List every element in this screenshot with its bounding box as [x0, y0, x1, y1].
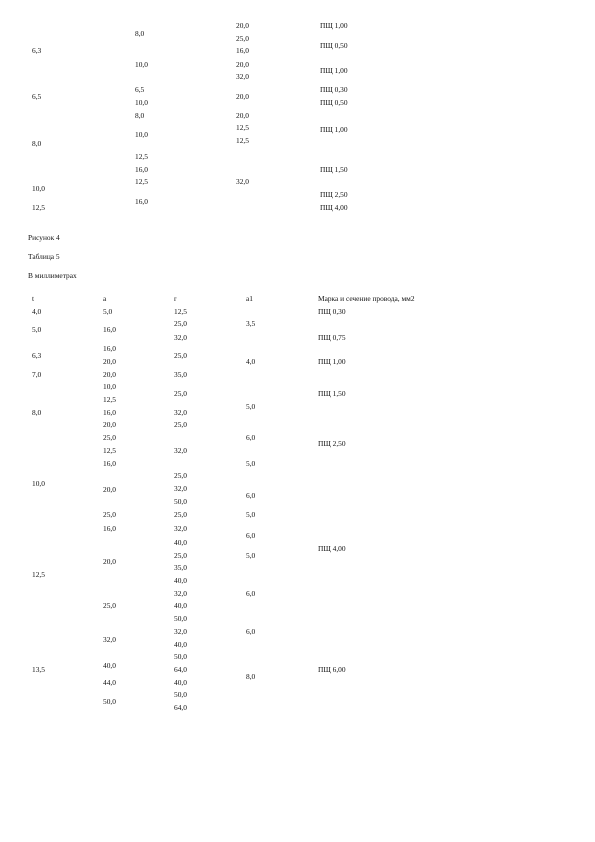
table-cell: ПЩ 0,30: [320, 85, 348, 94]
table-cell: ПЩ 0,50: [320, 41, 348, 50]
table-cell: 6,0: [246, 627, 256, 636]
table-cell: 12,5: [32, 570, 45, 579]
table-cell: 64,0: [174, 665, 187, 674]
units-note: В миллиметрах: [28, 271, 77, 280]
table-cell: 12,5: [135, 152, 148, 161]
table-cell: 5,0: [32, 325, 42, 334]
table-cell: 5,0: [246, 459, 256, 468]
table-cell: 32,0: [174, 446, 187, 455]
table-cell: 5,0: [246, 402, 256, 411]
table-cell: 8,0: [246, 672, 256, 681]
table-cell: ПЩ 1,00: [318, 357, 346, 366]
table-cell: ПЩ 2,50: [320, 190, 348, 199]
table-cell: 25,0: [174, 319, 187, 328]
table-cell: 5,0: [246, 551, 256, 560]
table-cell: ПЩ 0,50: [320, 98, 348, 107]
table-cell: 20,0: [236, 92, 249, 101]
table-cell: 12,5: [174, 307, 187, 316]
table-cell: 6,0: [246, 491, 256, 500]
column-header: t: [32, 294, 35, 303]
table-cell: 50,0: [174, 690, 187, 699]
table-cell: 32,0: [174, 524, 187, 533]
table-cell: 25,0: [174, 510, 187, 519]
table-cell: 20,0: [103, 357, 116, 366]
table-cell: 10,0: [135, 98, 148, 107]
column-header: a: [103, 294, 107, 303]
table-cell: 5,0: [246, 510, 256, 519]
table-cell: 8,0: [32, 408, 42, 417]
table-cell: 4,0: [32, 307, 42, 316]
table-cell: 25,0: [103, 601, 116, 610]
table-cell: 32,0: [174, 589, 187, 598]
column-header: a1: [246, 294, 253, 303]
table-cell: 25,0: [174, 351, 187, 360]
table-cell: 25,0: [103, 510, 116, 519]
table-cell: 32,0: [174, 484, 187, 493]
table-cell: 10,0: [32, 479, 45, 488]
table-cell: ПЩ 1,00: [320, 66, 348, 75]
table-cell: 16,0: [103, 524, 116, 533]
table-cell: 10,0: [135, 130, 148, 139]
table-cell: 6,5: [32, 92, 42, 101]
table-cell: 20,0: [103, 485, 116, 494]
table-cell: 12,5: [236, 136, 249, 145]
table-cell: ПЩ 1,50: [320, 165, 348, 174]
table-cell: ПЩ 2,50: [318, 439, 346, 448]
table-cell: 20,0: [103, 420, 116, 429]
table-cell: 8,0: [135, 29, 145, 38]
table-cell: 32,0: [174, 408, 187, 417]
table-cell: 16,0: [236, 46, 249, 55]
table-cell: 25,0: [174, 551, 187, 560]
table-cell: 16,0: [103, 408, 116, 417]
table-cell: ПЩ 1,50: [318, 389, 346, 398]
table-cell: 6,0: [246, 531, 256, 540]
table-cell: 35,0: [174, 563, 187, 572]
table-cell: 50,0: [103, 697, 116, 706]
table-cell: 20,0: [236, 111, 249, 120]
table-cell: 10,0: [32, 184, 45, 193]
table-cell: ПЩ 4,00: [318, 544, 346, 553]
table-cell: 16,0: [135, 197, 148, 206]
table-cell: 12,5: [103, 446, 116, 455]
table-cell: 12,5: [32, 203, 45, 212]
table-cell: 64,0: [174, 703, 187, 712]
table-cell: 8,0: [135, 111, 145, 120]
table-cell: 16,0: [103, 325, 116, 334]
table-cell: 10,0: [135, 60, 148, 69]
table-cell: 20,0: [103, 370, 116, 379]
table-cell: 12,5: [236, 123, 249, 132]
table-cell: 50,0: [174, 497, 187, 506]
column-header: r: [174, 294, 177, 303]
table-cell: 32,0: [236, 72, 249, 81]
table-cell: ПЩ 6,00: [318, 665, 346, 674]
table-cell: 32,0: [236, 177, 249, 186]
table-cell: 20,0: [236, 21, 249, 30]
table-cell: 25,0: [174, 471, 187, 480]
table-cell: 40,0: [174, 640, 187, 649]
table-cell: 44,0: [103, 678, 116, 687]
table-cell: 6,3: [32, 351, 42, 360]
table-cell: 25,0: [174, 389, 187, 398]
table-cell: 25,0: [103, 433, 116, 442]
table-cell: ПЩ 1,00: [320, 21, 348, 30]
table-cell: 6,0: [246, 589, 256, 598]
table-cell: 13,5: [32, 665, 45, 674]
table-cell: 32,0: [103, 635, 116, 644]
table-cell: 16,0: [135, 165, 148, 174]
table-cell: 12,5: [135, 177, 148, 186]
table-cell: ПЩ 4,00: [320, 203, 348, 212]
table-cell: 6,0: [246, 433, 256, 442]
table-cell: 5,0: [103, 307, 113, 316]
table-cell: ПЩ 1,00: [320, 125, 348, 134]
table-cell: 40,0: [174, 601, 187, 610]
table-cell: 6,5: [135, 85, 145, 94]
table-cell: 12,5: [103, 395, 116, 404]
table-cell: 35,0: [174, 370, 187, 379]
table-cell: 16,0: [103, 344, 116, 353]
table-cell: 32,0: [174, 627, 187, 636]
table-cell: 32,0: [174, 333, 187, 342]
table-cell: 50,0: [174, 652, 187, 661]
table-caption: Таблица 5: [28, 252, 60, 261]
table-cell: 4,0: [246, 357, 256, 366]
table-cell: 7,0: [32, 370, 42, 379]
table-cell: 25,0: [174, 420, 187, 429]
table-cell: 50,0: [174, 614, 187, 623]
table-cell: 25,0: [236, 34, 249, 43]
table-cell: 20,0: [236, 60, 249, 69]
table-cell: ПЩ 0,30: [318, 307, 346, 316]
table-cell: 40,0: [103, 661, 116, 670]
table-cell: 8,0: [32, 139, 42, 148]
table-cell: 16,0: [103, 459, 116, 468]
table-cell: 40,0: [174, 576, 187, 585]
table-cell: 20,0: [103, 557, 116, 566]
table-cell: 40,0: [174, 678, 187, 687]
column-header: Марка и сечение провода, мм2: [318, 294, 415, 303]
table-cell: 40,0: [174, 538, 187, 547]
table-cell: 3,5: [246, 319, 256, 328]
table-cell: ПЩ 0,75: [318, 333, 346, 342]
table-cell: 10,0: [103, 382, 116, 391]
figure-caption: Рисунок 4: [28, 233, 60, 242]
table-cell: 6,3: [32, 46, 42, 55]
